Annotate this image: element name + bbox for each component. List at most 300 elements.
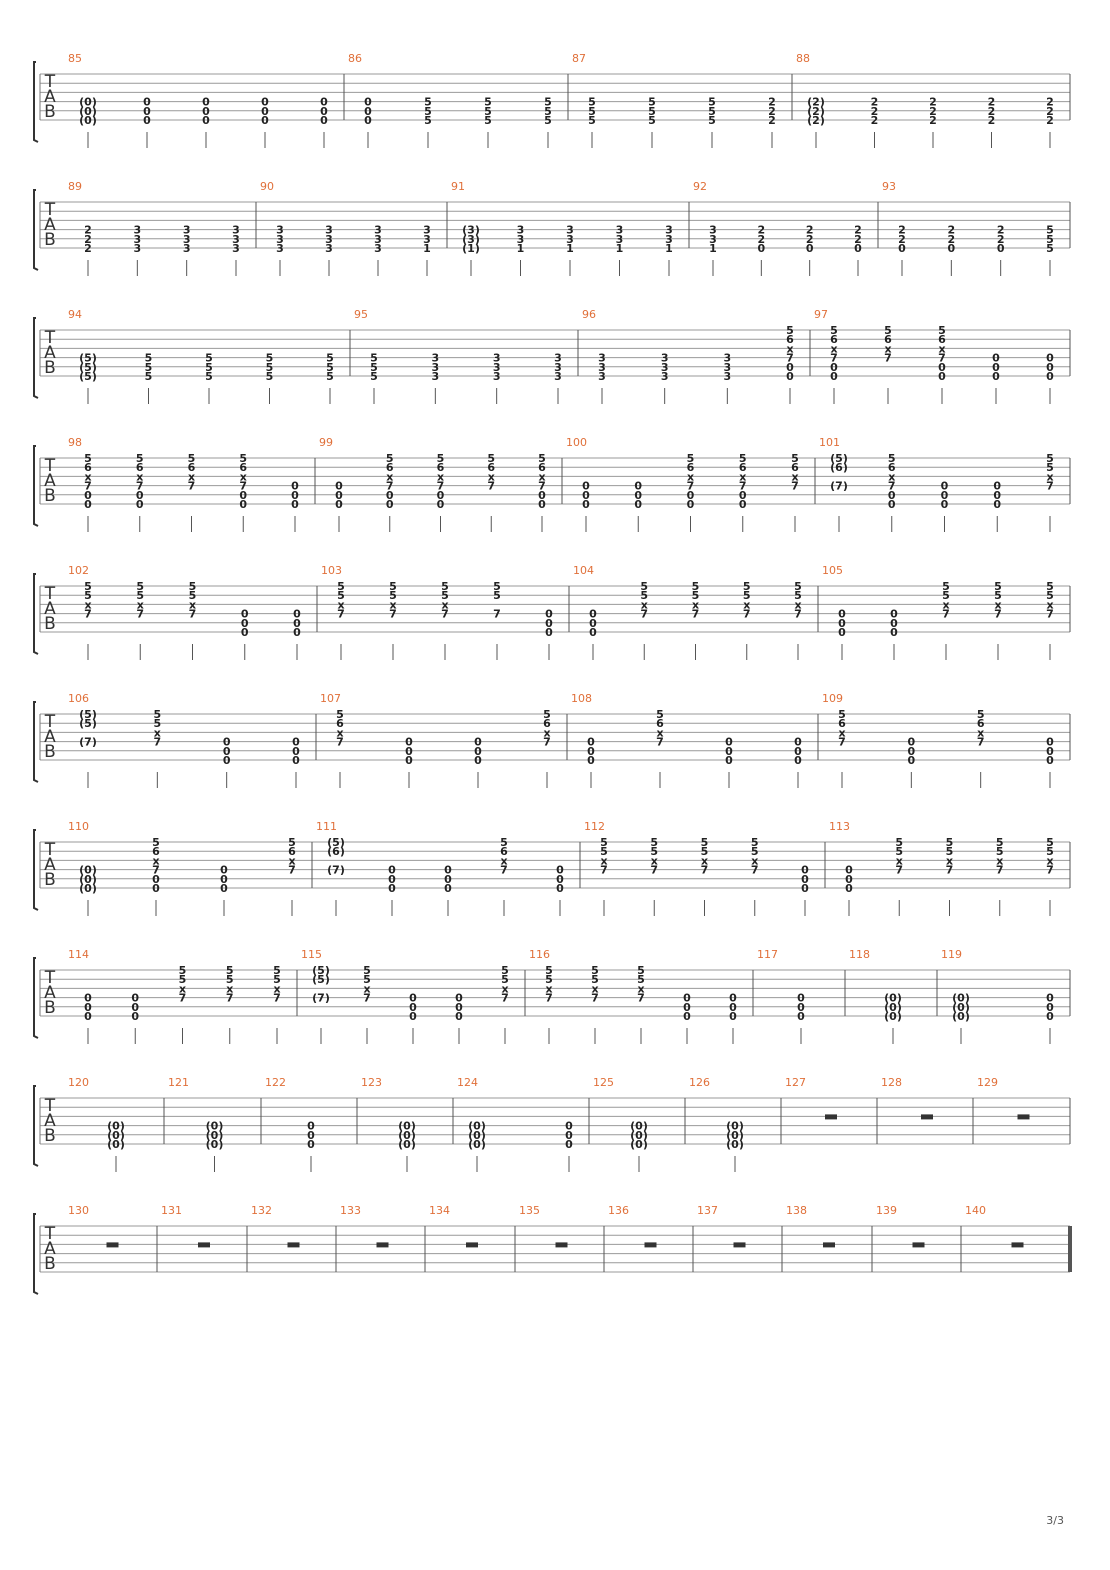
fret-number: (0) <box>79 863 97 877</box>
measure-85 <box>68 52 328 148</box>
fret-number: 6 <box>786 333 794 347</box>
fret-number: 3 <box>723 351 732 365</box>
measure-97 <box>814 308 1054 404</box>
fret-number: 3 <box>598 360 606 374</box>
fret-number: x <box>938 342 946 356</box>
measure-number: 111 <box>316 820 337 833</box>
fret-number: 7 <box>887 479 896 493</box>
fret-number: 0 <box>135 488 144 502</box>
whole-rest <box>556 1242 568 1247</box>
fret-number: 0 <box>239 488 248 502</box>
measure-number: 93 <box>882 180 896 193</box>
fret-number: 6 <box>152 845 160 859</box>
fret-number: 5 <box>545 964 553 977</box>
tab-clef-letter: B <box>44 742 56 762</box>
measure-number: 119 <box>941 948 962 961</box>
measure-126 <box>689 1076 744 1172</box>
fret-number: 7 <box>976 735 985 749</box>
measure-number: 122 <box>265 1076 286 1089</box>
fret-number: 5 <box>239 452 248 465</box>
system-bracket <box>34 446 38 526</box>
fret-number: 3 <box>423 232 431 246</box>
measure-115 <box>301 948 509 1044</box>
tab-clef-letter: B <box>44 230 56 250</box>
fret-number: 2 <box>805 232 814 246</box>
fret-number: 0 <box>845 863 853 877</box>
fret-number: (0) <box>205 1119 224 1133</box>
fret-number: (0) <box>468 1138 486 1151</box>
fret-number: 0 <box>940 488 949 502</box>
fret-number: 7 <box>794 607 802 621</box>
fret-number: 3 <box>374 232 382 246</box>
fret-number: x <box>337 598 345 612</box>
tab-clef-letter: B <box>44 486 56 506</box>
fret-number: 6 <box>288 845 296 859</box>
fret-number: 3 <box>182 242 191 255</box>
fret-number: 0 <box>587 744 595 758</box>
fret-number: 7 <box>153 735 162 749</box>
fret-number: 0 <box>1046 1010 1054 1023</box>
fret-number: 0 <box>335 498 343 511</box>
measure-92 <box>693 180 862 276</box>
fret-number: x <box>538 470 546 484</box>
fret-number: (5) <box>79 708 97 721</box>
fret-number: 5 <box>225 964 234 977</box>
whole-rest <box>288 1242 300 1247</box>
fret-number: 3 <box>566 232 574 246</box>
measure-number: 125 <box>593 1076 614 1089</box>
fret-number: 0 <box>556 863 564 877</box>
fret-number: 7 <box>543 735 551 749</box>
fret-number: 0 <box>838 626 846 639</box>
measure-number: 100 <box>566 436 587 449</box>
fret-number: 0 <box>222 735 231 749</box>
fret-number: 6 <box>884 333 892 347</box>
measure-number: 90 <box>260 180 274 193</box>
fret-number: (0) <box>107 1128 125 1142</box>
fret-number: (0) <box>107 1119 125 1133</box>
fret-number: 0 <box>794 754 802 767</box>
fret-number: 5 <box>600 836 608 849</box>
fret-number: 5 <box>708 95 716 109</box>
fret-number: 1 <box>615 242 624 255</box>
fret-number: x <box>363 982 371 996</box>
system-bracket <box>34 62 38 142</box>
fret-number: 5 <box>887 452 896 465</box>
fret-number: 7 <box>691 607 700 621</box>
measure-number: 106 <box>68 692 89 705</box>
measure-number: 104 <box>573 564 594 577</box>
fret-number: (0) <box>79 872 97 886</box>
fret-number: (0) <box>952 1010 970 1023</box>
fret-number: (7) <box>79 735 97 749</box>
measure-number: 134 <box>429 1204 450 1217</box>
fret-number: 0 <box>261 95 269 109</box>
fret-number: 0 <box>444 863 452 877</box>
fret-number: 5 <box>152 836 160 849</box>
fret-number: 3 <box>325 232 333 246</box>
measure-89 <box>68 180 240 276</box>
measure-number: 132 <box>251 1204 272 1217</box>
whole-rest <box>734 1242 746 1247</box>
fret-number: x <box>1046 470 1054 484</box>
fret-number: 0 <box>292 735 300 749</box>
fret-number: 6 <box>543 717 551 731</box>
fret-number: 3 <box>325 242 333 255</box>
fret-number: 0 <box>890 616 898 630</box>
fret-number: 5 <box>976 708 985 721</box>
fret-number: 5 <box>648 114 656 127</box>
fret-number: 7 <box>84 479 92 493</box>
fret-number: 2 <box>996 223 1005 237</box>
fret-number: 0 <box>589 626 597 639</box>
measure-number: 103 <box>321 564 342 577</box>
fret-number: x <box>153 726 161 740</box>
tab-clef-letter: A <box>44 855 56 875</box>
measure-98 <box>68 436 299 532</box>
fret-number: 0 <box>797 1010 805 1023</box>
fret-number: 5 <box>786 324 794 337</box>
fret-number: 0 <box>634 488 643 502</box>
fret-number: 3 <box>182 232 191 246</box>
fret-number: 7 <box>188 607 197 621</box>
fret-number: 3 <box>615 232 624 246</box>
whole-rest <box>1012 1242 1024 1247</box>
measure-number: 130 <box>68 1204 89 1217</box>
tab-clef-letter: T <box>44 712 56 732</box>
fret-number: 6 <box>500 845 508 859</box>
tab-clef-letter: A <box>44 343 56 363</box>
fret-number: 7 <box>994 607 1002 621</box>
measure-number: 107 <box>320 692 341 705</box>
fret-number: 5 <box>205 360 213 374</box>
fret-number: 2 <box>929 114 937 127</box>
fret-number: 0 <box>993 488 1002 502</box>
measure-number: 97 <box>814 308 828 321</box>
measure-number: 101 <box>819 436 840 449</box>
whole-rest <box>198 1242 210 1247</box>
fret-number: (6) <box>830 461 848 475</box>
fret-number: 7 <box>884 351 892 365</box>
fret-number: 0 <box>565 1119 573 1133</box>
fret-number: 0 <box>683 1010 691 1023</box>
fret-number: 0 <box>854 242 862 255</box>
fret-number: 7 <box>493 607 501 621</box>
fret-number: 1 <box>709 242 717 255</box>
fret-number: 0 <box>320 95 328 109</box>
fret-number: 3 <box>665 232 673 246</box>
fret-number: x <box>178 982 187 996</box>
fret-number: 5 <box>84 589 92 603</box>
fret-number: 7 <box>273 991 281 1005</box>
fret-number: 5 <box>424 95 432 109</box>
fret-number: 6 <box>487 461 496 475</box>
fret-number: 2 <box>757 223 766 237</box>
measure-96 <box>582 308 794 404</box>
measure-number: 137 <box>697 1204 718 1217</box>
fret-number: x <box>273 982 281 996</box>
fret-number: 7 <box>750 863 759 877</box>
measure-number: 138 <box>786 1204 807 1217</box>
fret-number: 7 <box>895 863 904 877</box>
fret-number: 0 <box>364 114 372 127</box>
measure-number: 128 <box>881 1076 902 1089</box>
fret-number: 2 <box>947 232 956 246</box>
fret-number: 0 <box>805 242 814 255</box>
fret-number: 5 <box>945 845 954 859</box>
fret-number: 5 <box>794 589 802 603</box>
fret-number: (3) <box>462 223 480 237</box>
fret-number: 5 <box>650 845 659 859</box>
fret-number: 0 <box>455 1010 463 1023</box>
fret-number: 5 <box>750 836 759 849</box>
measure-125 <box>593 1076 648 1172</box>
fret-number: (0) <box>79 95 97 109</box>
fret-number: 2 <box>870 95 879 109</box>
fret-number: x <box>830 342 838 356</box>
measure-number: 99 <box>319 436 333 449</box>
fret-number: 0 <box>830 360 838 374</box>
fret-number: 5 <box>493 580 501 593</box>
whole-rest <box>921 1114 933 1119</box>
fret-number: 0 <box>1046 735 1054 749</box>
fret-number: 7 <box>385 479 394 493</box>
measure-102 <box>68 564 301 660</box>
measure-103 <box>321 564 553 660</box>
fret-number: 0 <box>794 735 802 749</box>
fret-number: 7 <box>136 607 145 621</box>
fret-number: (0) <box>107 1138 125 1151</box>
whole-rest <box>823 1242 835 1247</box>
tab-clef-letter: B <box>44 102 56 122</box>
fret-number: (5) <box>79 717 97 731</box>
measure-number: 86 <box>348 52 362 65</box>
fret-number: 0 <box>996 242 1005 255</box>
measure-number: 108 <box>571 692 592 705</box>
measure-number: 136 <box>608 1204 629 1217</box>
whole-rest <box>913 1242 925 1247</box>
fret-number: x <box>288 854 296 868</box>
fret-number: 5 <box>225 973 234 987</box>
fret-number: x <box>188 598 197 612</box>
fret-number: x <box>543 726 551 740</box>
fret-number: 0 <box>240 616 249 630</box>
fret-number: 7 <box>337 607 345 621</box>
fret-number: 5 <box>591 973 599 987</box>
fret-number: 2 <box>947 223 956 237</box>
tab-clef-letter: A <box>44 1239 56 1259</box>
fret-number: 2 <box>84 232 92 246</box>
measure-number: 114 <box>68 948 89 961</box>
fret-number: 7 <box>838 735 846 749</box>
fret-number: 0 <box>838 607 846 621</box>
fret-number: x <box>838 726 846 740</box>
tab-clef-letter: T <box>44 328 56 348</box>
fret-number: x <box>501 982 509 996</box>
whole-rest <box>466 1242 478 1247</box>
fret-number: x <box>226 982 234 996</box>
measure-123 <box>361 1076 416 1172</box>
fret-number: 0 <box>474 735 482 749</box>
fret-number: 5 <box>938 324 946 337</box>
tab-clef-letter: A <box>44 471 56 491</box>
fret-number: (5) <box>79 370 97 383</box>
measure-95 <box>354 308 562 404</box>
fret-number: 5 <box>84 580 92 593</box>
fret-number: (0) <box>398 1138 416 1151</box>
fret-number: x <box>84 470 92 484</box>
fret-number: 5 <box>1046 836 1054 849</box>
tab-system <box>34 1076 1070 1172</box>
tab-system <box>34 52 1070 148</box>
fret-number: 3 <box>554 370 562 383</box>
fret-number: 3 <box>492 370 501 383</box>
fret-number: 0 <box>582 488 590 502</box>
fret-number: 0 <box>409 991 417 1005</box>
fret-number: 0 <box>725 754 733 767</box>
fret-number: 0 <box>634 479 643 493</box>
fret-number: 5 <box>370 370 378 383</box>
measure-number: 88 <box>796 52 810 65</box>
fret-number: 5 <box>144 351 153 365</box>
fret-number: 5 <box>640 580 649 593</box>
fret-number: 0 <box>556 872 564 886</box>
measure-number: 133 <box>340 1204 361 1217</box>
measure-number: 124 <box>457 1076 478 1089</box>
fret-number: x <box>786 342 794 356</box>
fret-number: 0 <box>890 626 898 639</box>
fret-number: 5 <box>424 104 432 118</box>
fret-number: (0) <box>952 991 970 1005</box>
measure-118 <box>849 948 902 1044</box>
fret-number: 3 <box>325 223 333 237</box>
fret-number: 3 <box>374 242 382 255</box>
fret-number: x <box>389 598 397 612</box>
fret-number: x <box>994 598 1002 612</box>
fret-number: 7 <box>1046 479 1054 493</box>
fret-number: 0 <box>1046 351 1054 365</box>
fret-number: x <box>895 854 903 868</box>
fret-number: 5 <box>1046 589 1054 603</box>
fret-number: 0 <box>385 488 394 502</box>
fret-number: 2 <box>84 223 92 237</box>
fret-number: (5) <box>327 836 345 849</box>
fret-number: 5 <box>84 452 92 465</box>
measure-114 <box>68 948 281 1044</box>
fret-number: 7 <box>738 479 747 493</box>
fret-number: (0) <box>630 1138 648 1151</box>
fret-number: 0 <box>992 370 1000 383</box>
fret-number: 0 <box>545 607 553 621</box>
measure-117 <box>757 948 805 1044</box>
tab-clef-letter: A <box>44 87 56 107</box>
fret-number: 7 <box>600 863 608 877</box>
fret-number: 0 <box>293 616 301 630</box>
measure-number: 121 <box>168 1076 189 1089</box>
fret-number: 0 <box>786 370 794 383</box>
fret-number: (0) <box>205 1138 224 1151</box>
fret-number: 0 <box>797 991 805 1005</box>
measure-110 <box>68 820 296 916</box>
fret-number: 5 <box>700 845 709 859</box>
fret-number: 0 <box>725 735 733 749</box>
fret-number: 0 <box>320 114 328 127</box>
fret-number: 3 <box>554 360 562 374</box>
fret-number: 0 <box>220 882 228 895</box>
fret-number: 6 <box>791 461 799 475</box>
fret-number: 0 <box>725 744 733 758</box>
fret-number: 0 <box>801 882 809 895</box>
fret-number: x <box>600 854 608 868</box>
fret-number: (0) <box>79 114 97 127</box>
fret-number: 6 <box>436 461 445 475</box>
fret-number: 7 <box>945 863 954 877</box>
fret-number: 5 <box>136 589 145 603</box>
fret-number: 6 <box>830 333 838 347</box>
system-bracket <box>34 190 38 270</box>
fret-number: x <box>794 598 802 612</box>
fret-number: 0 <box>364 95 372 109</box>
fret-number: 0 <box>838 616 846 630</box>
fret-number: 2 <box>854 232 862 246</box>
tab-clef-letter: T <box>44 1096 56 1116</box>
fret-number: 5 <box>543 708 551 721</box>
fret-number: 5 <box>591 964 599 977</box>
fret-number: x <box>436 470 445 484</box>
fret-number: 0 <box>993 479 1002 493</box>
fret-number: 5 <box>742 589 751 603</box>
fret-number: 5 <box>884 324 892 337</box>
fret-number: (2) <box>807 114 825 127</box>
fret-number: 0 <box>582 498 590 511</box>
fret-number: 0 <box>1046 754 1054 767</box>
fret-number: 3 <box>709 223 717 237</box>
measure-number: 92 <box>693 180 707 193</box>
tab-system <box>34 180 1070 276</box>
fret-number: 3 <box>660 360 669 374</box>
fret-number: 2 <box>757 232 766 246</box>
tab-clef-letter: B <box>44 614 56 634</box>
tab-clef-letter: B <box>44 1254 56 1274</box>
fret-number: (5) <box>830 452 848 465</box>
fret-number: 5 <box>389 580 397 593</box>
fret-number: 5 <box>178 973 187 987</box>
fret-number: 0 <box>152 882 160 895</box>
measure-number: 117 <box>757 948 778 961</box>
fret-number: 3 <box>723 360 732 374</box>
fret-number: (0) <box>726 1128 744 1142</box>
measure-107 <box>320 692 551 788</box>
fret-number: 0 <box>261 114 269 127</box>
tab-clef-letter: A <box>44 727 56 747</box>
fret-number: 5 <box>995 845 1004 859</box>
fret-number: 5 <box>588 95 596 109</box>
measure-number: 112 <box>584 820 605 833</box>
measure-number: 102 <box>68 564 89 577</box>
fret-number: 0 <box>292 754 300 767</box>
system-bracket <box>34 318 38 398</box>
measure-number: 98 <box>68 436 82 449</box>
measure-88 <box>796 52 1054 148</box>
fret-number: 0 <box>444 882 452 895</box>
fret-number: 7 <box>363 991 371 1005</box>
fret-number: 5 <box>650 836 659 849</box>
fret-number: (7) <box>830 479 848 493</box>
fret-number: 0 <box>587 735 595 749</box>
fret-number: 6 <box>686 461 695 475</box>
fret-number: 5 <box>441 580 449 593</box>
fret-number: 0 <box>940 479 949 493</box>
